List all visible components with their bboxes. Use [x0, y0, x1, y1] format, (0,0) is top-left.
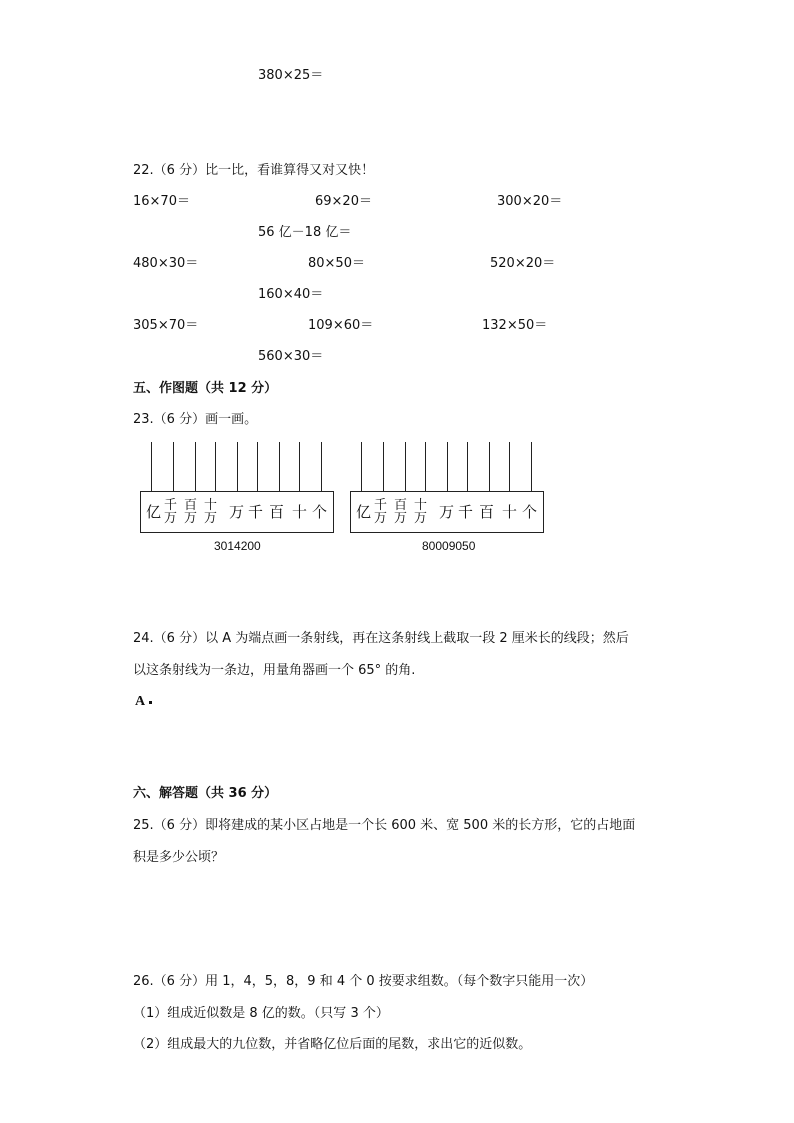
q25-line2: 积是多少公顷？	[133, 850, 225, 865]
q24-line1: 24.（6 分）以 A 为端点画一条射线，再在这条射线上截取一段 2 厘米长的线段；然后	[133, 631, 629, 646]
abacus-diagram	[140, 442, 334, 556]
q22-expr: 109×60＝	[308, 318, 374, 333]
q22-expr: 560×30＝	[258, 349, 324, 364]
abacus-place-label: 亿	[146, 503, 162, 521]
abacus-place-label: 万	[229, 503, 245, 521]
q23-title: 23.（6 分）画一画。	[133, 412, 258, 427]
abacus-rod	[237, 442, 238, 492]
abacus-rod	[383, 442, 384, 492]
abacus-rod	[279, 442, 280, 492]
q22-expr: 300×20＝	[497, 194, 563, 209]
abacus-number: 3014200	[214, 539, 261, 553]
q22-expr: 480×30＝	[133, 256, 199, 271]
abacus-place-label: 千	[248, 503, 264, 521]
abacus-place-label: 万	[439, 503, 455, 521]
point-a-label: A	[135, 694, 146, 709]
q24-line2: 以这条射线为一条边，用量角器画一个 65° 的角.	[133, 663, 416, 678]
abacus-place-label: 千	[458, 503, 474, 521]
expression-380x25: 380×25＝	[258, 68, 324, 83]
q25-line1: 25.（6 分）即将建成的某小区占地是一个长 600 米、宽 500 米的长方形，它的占地面	[133, 818, 636, 833]
q22-expr: 16×70＝	[133, 194, 190, 209]
abacus-place-label: 百万	[184, 498, 198, 526]
section-heading: 五、作图题（共 12 分）	[133, 381, 278, 396]
q22-expr: 520×20＝	[490, 256, 556, 271]
abacus-rod	[531, 442, 532, 492]
abacus-place-label: 个	[522, 503, 538, 521]
abacus-number: 80009050	[422, 539, 476, 553]
abacus-place-label: 个	[312, 503, 328, 521]
abacus-place-label: 百	[479, 503, 495, 521]
abacus-place-label: 百	[269, 503, 285, 521]
abacus-rod	[425, 442, 426, 492]
abacus-rod	[467, 442, 468, 492]
abacus-place-label: 千万	[374, 498, 388, 526]
q22-title: 22.（6 分）比一比，看谁算得又对又快！	[133, 163, 375, 178]
abacus-rod	[321, 442, 322, 492]
abacus-rod	[195, 442, 196, 492]
abacus-rod	[215, 442, 216, 492]
abacus-place-label: 十	[292, 503, 308, 521]
abacus-place-label: 亿	[356, 503, 372, 521]
abacus-rod	[257, 442, 258, 492]
abacus-rod	[173, 442, 174, 492]
abacus-rod	[151, 442, 152, 492]
q22-expr: 132×50＝	[482, 318, 548, 333]
point-a-dot	[149, 701, 152, 704]
q22-expr: 56 亿－18 亿＝	[258, 225, 352, 240]
q22-expr: 160×40＝	[258, 287, 324, 302]
q26-sub1: （1）组成近似数是 8 亿的数。（只写 3 个）	[133, 1006, 389, 1021]
abacus-rod	[405, 442, 406, 492]
q22-expr: 80×50＝	[308, 256, 365, 271]
abacus-place-label: 十万	[414, 498, 428, 526]
section-heading: 六、解答题（共 36 分）	[133, 786, 278, 801]
q22-expr: 69×20＝	[315, 194, 372, 209]
abacus-rod	[299, 442, 300, 492]
abacus-rod	[447, 442, 448, 492]
q22-expr: 305×70＝	[133, 318, 199, 333]
abacus-place-label: 千万	[164, 498, 178, 526]
abacus-rod	[361, 442, 362, 492]
abacus-diagram	[350, 442, 544, 556]
q26-line1: 26.（6 分）用 1，4，5，8，9 和 4 个 0 按要求组数。（每个数字只能用一次）	[133, 974, 594, 989]
q26-sub2: （2）组成最大的九位数，并省略亿位后面的尾数，求出它的近似数。	[133, 1037, 532, 1052]
abacus-rod	[509, 442, 510, 492]
abacus-place-label: 十	[502, 503, 518, 521]
abacus-rod	[489, 442, 490, 492]
abacus-place-label: 百万	[394, 498, 408, 526]
abacus-place-label: 十万	[204, 498, 218, 526]
